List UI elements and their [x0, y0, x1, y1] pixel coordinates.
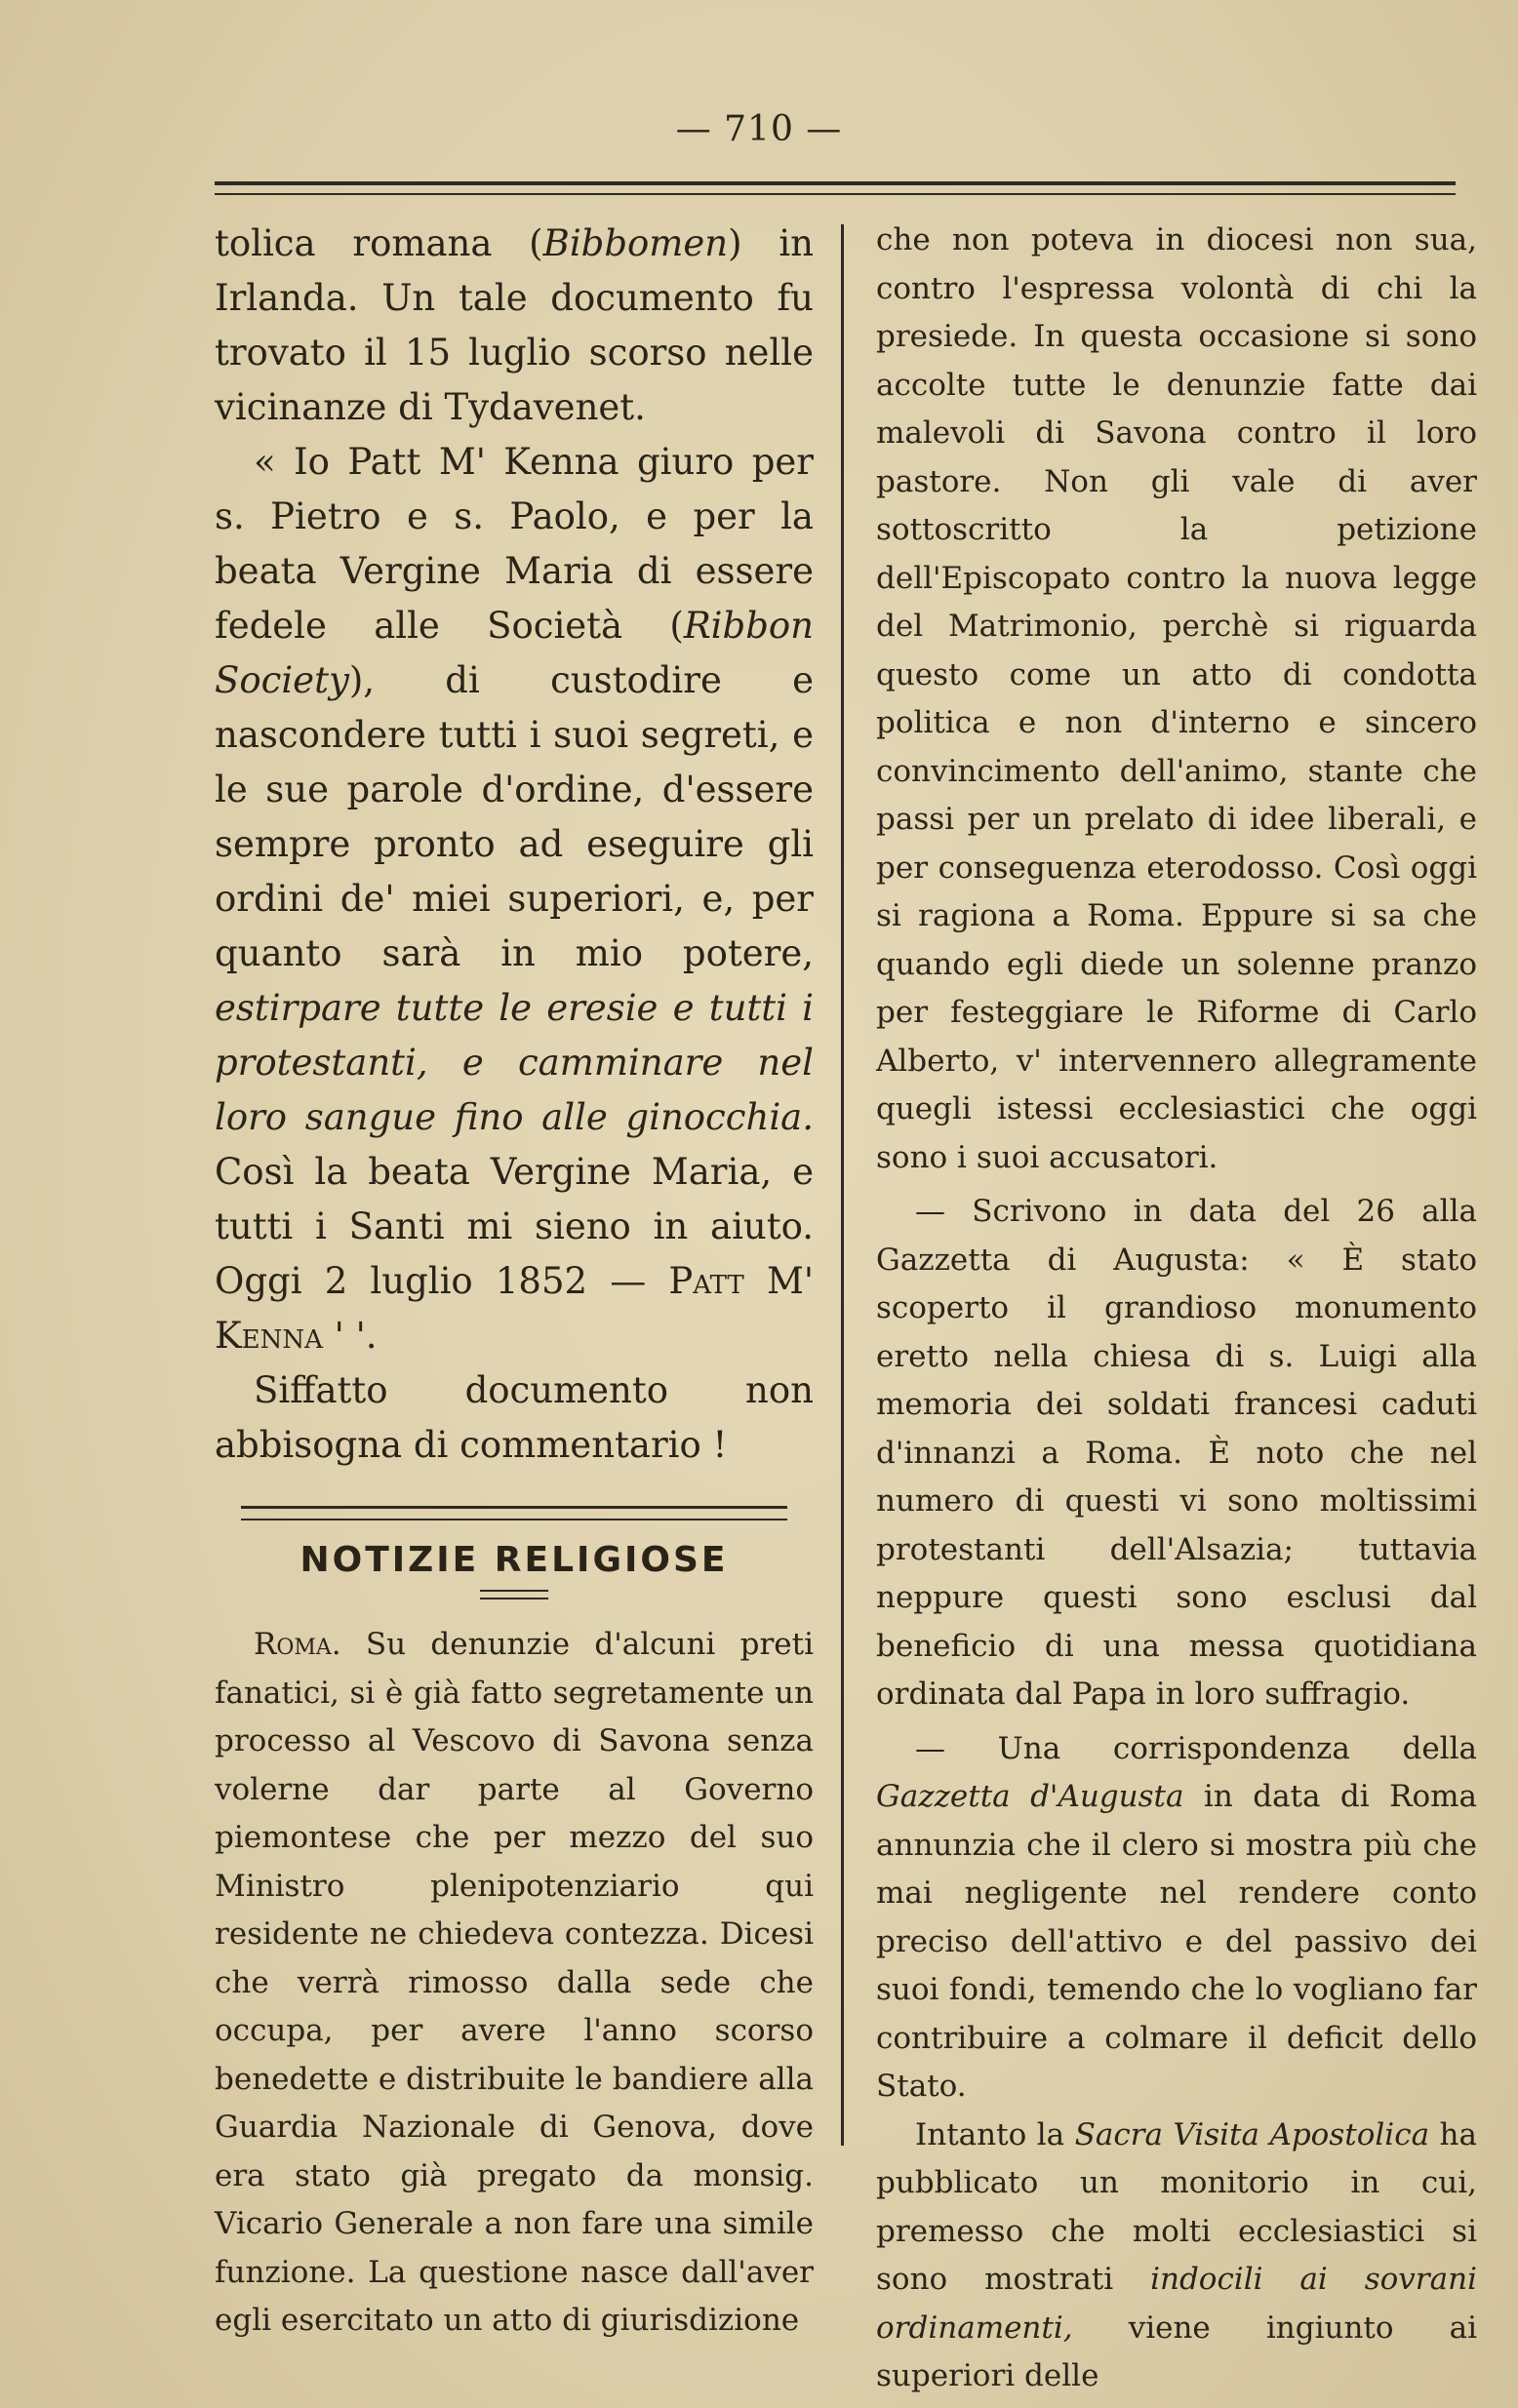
- text-span: ), di custodire e nascondere tutti i suoi segreti, e le sue parole d'ordine, d'essere sempre pronto ad eseguire gli ordini de' miei superiori, e, per quanto sarà in mio potere,: [215, 659, 814, 974]
- paragraph-roma: [215, 1621, 814, 2346]
- signature: Patt M' Kenna: [215, 1260, 814, 1357]
- column-divider: [841, 224, 844, 2146]
- italic-sacra-visita: Sacra Visita Apostolica: [1074, 2116, 1430, 2152]
- text-span: viene ingiunto ai superiori delle: [876, 2309, 1477, 2393]
- italic-oath-phrase: estirpare tutte le eresie e tutti i protestanti, e camminare nel loro sangue fino alle ginocchia.: [215, 987, 814, 1138]
- text-span: Così la beata Vergine Maria, e tutti i Santi mi sieno in aiuto. Oggi 2 luglio 1852 —: [215, 1151, 814, 1302]
- paragraph-vescovo-continued: che non poteva in diocesi non sua, contro l'espressa volontà di chi la presiede. In questa occasione si sono accolte tutte le denunzie fatte dai malevoli di Savona contro il loro pastore. Non gli vale di aver sottoscritto la petizione dell'Episcopato contro la nuova legge del Matrimonio, perchè si riguarda questo come un atto di condotta politica e non d'interno e sincero convincimento dell'animo, stante che passi per un prelato di idee liberali, e per conseguenza eterodosso. Così oggi si ragiona a Roma. Eppure si sa che quando egli diede un solenne pranzo per festeggiare le Riforme di Carlo Alberto, v' intervennero allegramente quegli istessi ecclesiastici che oggi sono i suoi accusatori.: [876, 222, 1477, 1175]
- paragraph-oath: [215, 435, 814, 1363]
- italic-gazzetta: Gazzetta d'Augusta: [876, 1779, 1184, 1814]
- section-rule: [241, 1506, 787, 1520]
- text-span: « Io Patt M' Kenna giuro per s. Pietro e s. Paolo, e per la beata Vergine Maria di essere fedele alle Società (: [215, 441, 814, 647]
- text-span: in data di Roma annunzia che il clero si mostra più che mai negligente nel rendere conto preciso dell'attivo e del passivo dei suoi fondi, temendo che lo vogliano far contribuire a colmare il deficit dello Stato.: [876, 1779, 1477, 2104]
- header-rule: [215, 181, 1456, 195]
- paragraph-corrispondenza: [876, 1725, 1477, 2112]
- paragraph-visita: [876, 2112, 1477, 2401]
- text-span: ' '.: [322, 1315, 378, 1357]
- text-span: ha pubblicato un monitorio in cui, premesso che molti ecclesiastici si sono mostrati: [876, 2116, 1477, 2297]
- text-span: — Una corrispondenza della: [915, 1730, 1477, 1766]
- text-span: Su denunzie d'alcuni preti fanatici, si è già fatto segretamente un processo al Vescovo di Savona senza volerne dar parte al Governo piemontese che per mezzo del suo Ministro plenipotenziario qui residente ne chiedeva contezza. Dicesi che verrà rimosso dalla sede che occupa, per avere l'anno scorso benedette e distribuite le bandiere alla Guardia Nazionale di Genova, dove era stato già pregato da monsig. Vicario Generale a non fare una simile funzione. La questione nasce dall'aver egli esercitato un atto di giurisdizione: [215, 1627, 814, 2338]
- page-number: — 710 —: [675, 109, 843, 149]
- section-title: NOTIZIE RELIGIOSE: [300, 1540, 729, 1580]
- paragraph-commentario: Siffatto documento non abbisogna di commentario !: [215, 1369, 814, 1466]
- right-column: [876, 217, 1477, 2401]
- section-short-rule: [480, 1590, 548, 1599]
- italic-bibbomen: Bibbomen: [542, 222, 729, 264]
- dateline: Roma.: [254, 1627, 341, 1662]
- left-column: [215, 217, 814, 2346]
- text-span: Intanto la: [915, 2116, 1075, 2152]
- text-span: tolica romana (: [215, 222, 543, 264]
- text-span: ) in Irlanda. Un tale documento fu trovato il 15 luglio scorso nelle vicinanze di Tydavenet.: [215, 222, 815, 428]
- italic-ribbon-society: Ribbon Society: [215, 605, 814, 701]
- italic-indocili: indocili ai sovrani ordinamenti,: [876, 2262, 1477, 2346]
- paragraph-irlanda: [215, 217, 814, 435]
- paragraph-augusta: — Scrivono in data del 26 alla Gazzetta di Augusta: « È stato scoperto il grandioso monumento eretto nella chiesa di s. Luigi alla memoria dei soldati francesi caduti d'innanzi a Roma. È noto che nel numero di questi vi sono moltissimi protestanti dell'Alsazia; tuttavia neppure questi sono esclusi dal beneficio di una messa quotidiana ordinata dal Papa in loro suffragio.: [876, 1194, 1477, 1712]
